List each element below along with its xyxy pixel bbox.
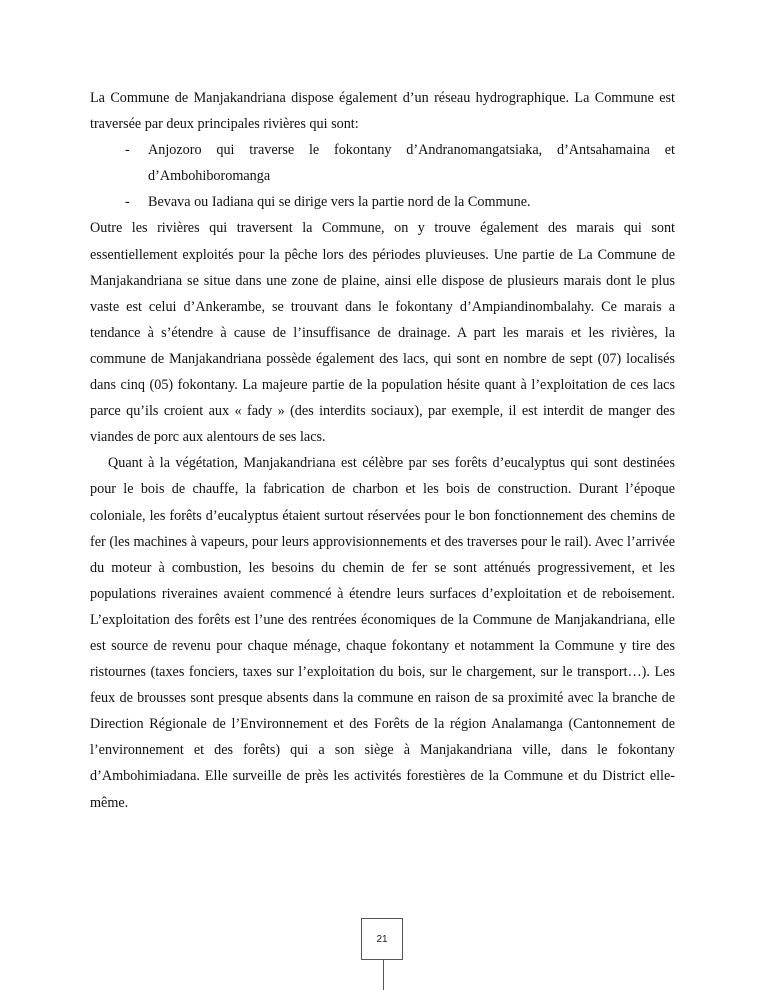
river-anjozoro: Anjozoro qui traverse le fokontany d’Andranomangatsiaka, d’Antsahamaina et d’Ambohiboromanga xyxy=(148,142,675,185)
list-item xyxy=(90,137,675,189)
paragraph-vegetation: Quant à la végétation, Manjakandriana est célèbre par ses forêts d’eucalyptus qui sont destinées pour le bois de chauffe, la fabrication de charbon et les bois de construction. Durant l’époque coloniale, les forêts d’eucalyptus étaient surtout réservées pour le bon fonctionnement des chemins de fer (les machines à vapeurs, pour leurs approvisionnements et des traverses pour le rail). Avec l’arrivée du moteur à combustion, les besoins du chemin de fer se sont atténués progressivement, et les populations riveraines avaient commencé à étendre leurs surfaces d’exploitation et de reboisement. L’exploitation des forêts est l’une des rentrées économiques de la Commune de Manjakandriana, elle est source de revenu pour chaque ménage, chaque fokontany et notamment la Commune y tire des ristournes (taxes fonciers, taxes sur l’exploitation du bois, sur le chargement, sur le transport…). Les feux de brousses sont presque absents dans la commune en raison de sa proximité avec la branche de Direction Régionale de l’Environnement et des Forêts de la région Analamanga (Cantonnement de l’environnement et des forêts) qui a son siège à Manjakandriana ville, dans le fokontany d’Ambohimiadana. Elle surveille de près les activités forestières de la Commune et du District elle-même. xyxy=(90,455,675,811)
river-list xyxy=(90,137,675,215)
page-number-label: 21 xyxy=(376,933,388,945)
body-text xyxy=(90,85,675,816)
list-dash: - xyxy=(125,142,130,159)
list-dash: - xyxy=(125,194,130,211)
page-number xyxy=(361,918,403,960)
page-number-connector xyxy=(383,960,384,990)
list-item xyxy=(90,189,675,215)
river-bevava: Bevava ou Iadiana qui se dirige vers la partie nord de la Commune. xyxy=(148,194,531,211)
paragraph-hydrography: La Commune de Manjakandriana dispose également d’un réseau hydrographique. La Commune est traversée par deux principales rivières qui sont: xyxy=(90,90,675,133)
paragraph-marshes-lakes: Outre les rivières qui traversent la Commune, on y trouve également des marais qui sont essentiellement exploités pour la pêche lors des périodes pluvieuses. Une partie de La Commune de Manjakandriana se situe dans une zone de plaine, ainsi elle dispose de plusieurs marais dont le plus vaste est celui d’Ankerambe, se trouvant dans le fokontany d’Ampiandinombalahy. Ce marais a tendance à s’étendre à cause de l’insuffisance de drainage. A part les marais et les rivières, la commune de Manjakandriana possède également des lacs, qui sont en nombre de sept (07) localisés dans cinq (05) fokontany. La majeure partie de la population hésite quant à l’exploitation de ces lacs parce qu’ils croient aux « fady » (des interdits sociaux), par exemple, il est interdit de manger des viandes de porc aux alentours de ses lacs. xyxy=(90,220,675,446)
